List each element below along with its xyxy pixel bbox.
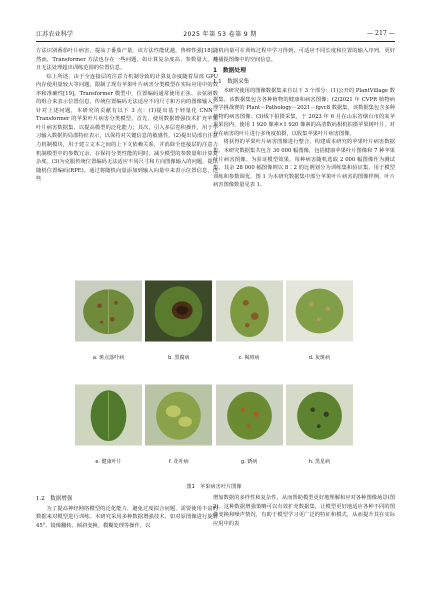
leaf-image-g: [216, 374, 283, 456]
figure-tile-caption-d: d. 灰斑病: [308, 355, 331, 361]
figure-image-grid: [75, 270, 353, 482]
figure-tile-h: [286, 374, 353, 468]
figure-tile-caption-c: c. 褐斑病: [238, 355, 260, 361]
bottom-right-paragraph: 增加数据的多样性和复杂性，从而帮助模型更好地理解和应对各种图像场景(图 2)。这种数据增强策略可以有效扩充数据集，让模型更好地适应各种不同的图像变换和噪声情况，有助于模型学习更广泛的特征和模式，从而提升其在实际应用中的表: [213, 495, 395, 527]
left-paragraph-2: 综上所述，由于全连接层的注意力机制导致的计算复杂度随着局部 GPU 内存使用量较大等问题，限制了现有苹果叶片病害分类模型在实际应用中的效率和准确性[19]。Transformer 模型中，位置编码通常使用正弦、余弦函数的组合来表示位置信息，传统位置编码无法适应不同尺寸和方向的图像输入。针对上述问题，本研究的贡献有以下 3 点：(1)提出基于轻量化 CNN－Transformer 的苹果叶片病害分类模型。首先，使用数据增强技术扩充苹果叶片病害数据集，以提高模型的泛化能力；其次，引入多层卷积操作，用于学习输入数据的局部特征表示，以保持对关键信息的敏感性。(2)提出局部自注意力机制模块，用于建立文本之间的上下文依赖关系，并消除全连接层的注意力机制模型中的参数冗余，在保持分类性能的同时，减少模型的参数量和计算复杂度。(3)为克服传统位置编码无法适应不同尺寸和方向图像输入的问题，提出随机位置编码(RPE)。通过将随机向量添加到输入向量中来表示位置信息，这些: [36, 73, 218, 183]
figure-tile-g: [216, 374, 283, 468]
figure-tile-caption-e: e. 健康叶片: [95, 459, 122, 465]
right-intro: 随机向量可在训练过程中学习得到，可适应不同长度和位置的输入序列，更好地捕捉图像中的空间信息。: [213, 48, 395, 63]
journal-name: 江苏农业科学: [36, 30, 74, 38]
right-column: [213, 47, 395, 190]
issue-info: 2025 年第 53 卷第 9 期: [183, 30, 257, 38]
leaf-image-c: [216, 270, 283, 352]
bottom-right-column: [213, 494, 395, 528]
figure-tile-b: [145, 270, 212, 364]
leaf-image-h: [286, 374, 353, 456]
figure-tile-f: [145, 374, 212, 468]
bottom-left-column: [36, 494, 218, 530]
leaf-image-d: [286, 270, 353, 352]
right-paragraph-1: 本研究使用的图像数据集来自以下 3 个部分：(1)公开的 PlantVillage 数据集，该数据集包含各种植物的健康和病害图像；(2)2021 年 CVPR 植物病理学挑战赛的 Plant－Pathology－2021－fgvc8 数据集，该数据集包含多种植物的病害图像；(3)线下拍摄采集，于 2023 年 6 月在山东省烟台市的某苹果果园内，使用 1 920 像素×1 920 像素的高清数码相机拍摄苹果树叶片，对存在病害的叶片进行多角度拍摄，以收集苹果叶片病害图像。: [213, 88, 395, 137]
right-paragraph-2: 将获得的苹果叶片病害图像进行整合，构建成本研究的苹果叶片病害数据集。本研究数据集共包含 30 000 幅图像，包括健康苹果叶片图像和 7 种苹果叶片病害图像。为验证模型效果，每种病害随机选取 2 000 幅图像作为测试集。其余 28 000 幅图像则以 8∶2 的比例划分为训练集和验证集，用于模型训练和参数调优。图 1 为本研究数据集中部分苹果叶片病害的图像样例，叶片病害图像数量见表 1。: [213, 139, 395, 189]
page-number: — 217 —: [366, 29, 395, 37]
bottom-left-paragraph: 为了提高神经网络模型的泛化能力，避免过度拟合问题，需要使用丰富的数据来对模型进行训练。本研究采用多种数据增强技术，如对原图像进行旋转 45°、镜像翻转、倾斜变换、模糊处理等操作，以: [36, 505, 218, 529]
subsection-heading-data-collection: 1.1 数据采集: [213, 78, 250, 85]
figure-tile-e: [75, 374, 142, 468]
figure-tile-c: [216, 270, 283, 364]
section-heading-data-processing: 1 数据处理: [213, 68, 247, 75]
leaf-image-b: [145, 270, 212, 352]
figure-tile-caption-a: a. 斑点落叶病: [92, 355, 125, 361]
subsection-heading-data-augmentation: 1.2 数据增强: [36, 496, 73, 502]
leaf-image-f: [145, 374, 212, 456]
figure-tile-a: [75, 270, 142, 364]
figure-1: [75, 270, 353, 493]
figure-caption: 图1 苹果病害叶片图像: [186, 484, 242, 490]
figure-tile-d: [286, 270, 353, 364]
left-column: [36, 47, 218, 184]
running-header: [36, 27, 395, 39]
figure-tile-caption-b: b. 黑腐病: [168, 355, 190, 361]
leaf-image-e: [75, 374, 142, 456]
leaf-image-a: [75, 270, 142, 352]
left-paragraph-1: 方法识别番茄叶片病害，提高了番茄产量，该方法性能优越，鲁棒性强[18]。然而，Transformer 方法也存在一些问题，如计算复杂度高、参数量大，并且无法处理超出训练范围的位置信息。: [36, 48, 218, 72]
header-rule: [36, 41, 395, 42]
figure-tile-caption-g: g. 锈病: [240, 459, 258, 465]
figure-tile-caption-f: f. 花叶病: [169, 459, 189, 465]
figure-tile-caption-h: h. 黑星病: [308, 459, 331, 465]
